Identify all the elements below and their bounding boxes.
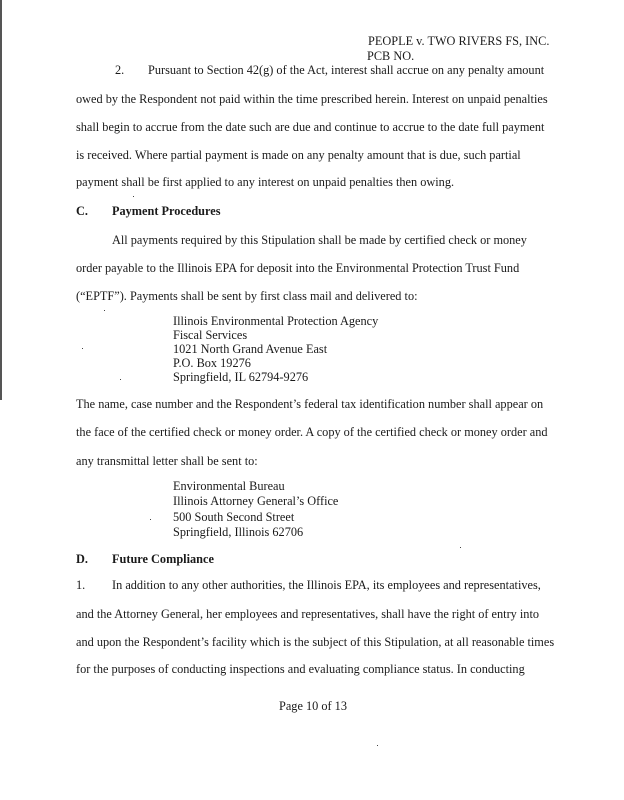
- para2-line: is received. Where partial payment is made on any penalty amount that is due, such partial: [76, 148, 521, 162]
- scan-speck: [460, 547, 461, 548]
- section-c-title: Payment Procedures: [112, 204, 221, 218]
- section-d-letter: D.: [76, 552, 88, 566]
- section-c-line: any transmittal letter shall be sent to:: [76, 454, 258, 468]
- section-d-line: and the Attorney General, her employees and representatives, shall have the right of entry into: [76, 607, 540, 621]
- address-line: Springfield, IL 62794-9276: [173, 370, 309, 384]
- section-c-line: (“EPTF”). Payments shall be sent by first class mail and delivered to:: [76, 289, 418, 303]
- address-line: Fiscal Services: [173, 328, 248, 342]
- address2-line: Illinois Attorney General’s Office: [173, 494, 339, 508]
- para2-line: payment shall be first applied to any interest on unpaid penalties then owing.: [76, 175, 455, 189]
- section-d-line: for the purposes of conducting inspections and evaluating compliance status. In conducting: [76, 662, 525, 676]
- address-line: 1021 North Grand Avenue East: [173, 342, 328, 356]
- scan-speck: [104, 310, 105, 311]
- address2-line: 500 South Second Street: [173, 510, 295, 524]
- section-c-line: All payments required by this Stipulation shall be made by certified check or money: [112, 233, 527, 247]
- scan-edge-line: [0, 0, 2, 400]
- page-number: Page 10 of 13: [279, 699, 347, 713]
- address2-line: Springfield, Illinois 62706: [173, 525, 304, 539]
- section-d-number: 1.: [76, 578, 86, 592]
- section-c-letter: C.: [76, 204, 88, 218]
- section-c-line: order payable to the Illinois EPA for deposit into the Environmental Protection Trust Fund: [76, 261, 520, 275]
- para2-line: shall begin to accrue from the date such are due and continue to accrue to the date full payment: [76, 120, 545, 134]
- scan-speck: [82, 348, 83, 349]
- section-c-line: The name, case number and the Respondent’s federal tax identification number shall appear on: [76, 397, 544, 411]
- para2-line: Pursuant to Section 42(g) of the Act, interest shall accrue on any penalty amount: [148, 63, 545, 77]
- header-caption: PEOPLE v. TWO RIVERS FS, INC.: [368, 34, 550, 48]
- header-case-number: PCB NO.: [367, 49, 415, 63]
- scan-speck: [150, 519, 151, 520]
- address-line: P.O. Box 19276: [173, 356, 251, 370]
- scan-speck: [133, 196, 134, 197]
- section-c-line: the face of the certified check or money order. A copy of the certified check or money order and: [76, 425, 548, 439]
- scan-speck: [377, 745, 378, 746]
- para2-line: owed by the Respondent not paid within the time prescribed herein. Interest on unpaid penalties: [76, 92, 548, 106]
- para2-number: 2.: [115, 63, 125, 77]
- section-d-title: Future Compliance: [112, 552, 214, 566]
- section-d-line: and upon the Respondent’s facility which is the subject of this Stipulation, at all reasonable times: [76, 635, 555, 649]
- scan-speck: [120, 379, 121, 380]
- address2-line: Environmental Bureau: [173, 479, 285, 493]
- section-d-line: In addition to any other authorities, the Illinois EPA, its employees and representatives,: [112, 578, 541, 592]
- address-line: Illinois Environmental Protection Agency: [173, 314, 379, 328]
